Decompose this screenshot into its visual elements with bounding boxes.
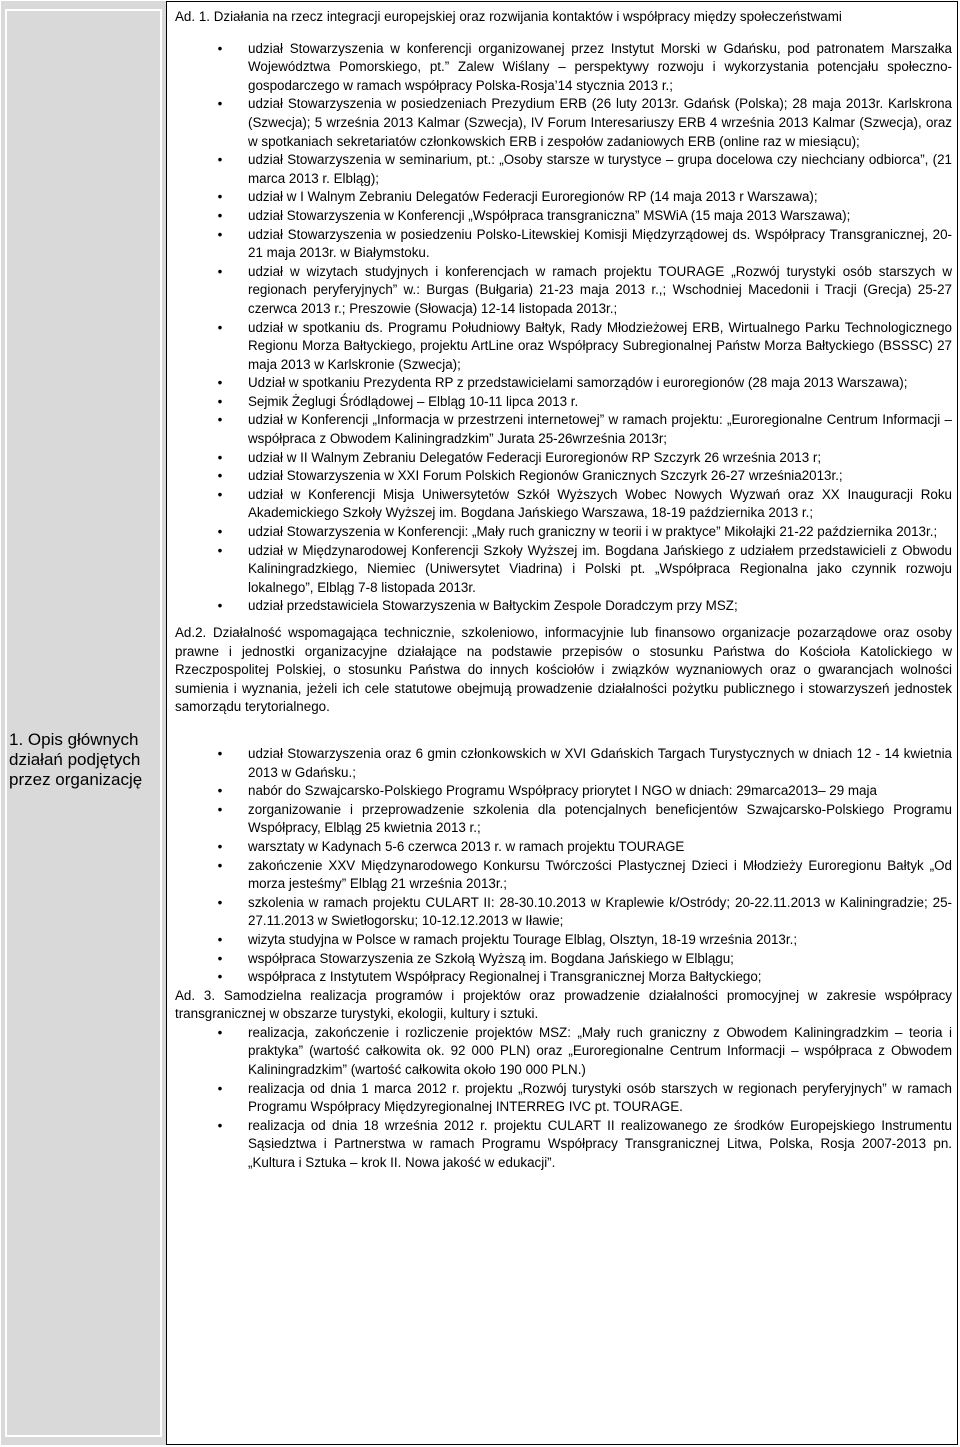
list-item (175, 207, 952, 226)
list-item-text: udział Stowarzyszenia w posiedzeniach Prezydium ERB (26 luty 2013r. Gdańsk (Polska); 28 maja 2013r. Karlskrona (Szwecja); 5 września 2013 Kalmar (Szwecja), IV Forum Interesariuszy ERB 4 września 2013 Kalmar (Szwecja), oraz w spotkaniach sekretariatów członkowskich ERB i zespołów zadaniowych ERB (online raz w miesiącu); (248, 96, 952, 149)
label-cell-border (5, 9, 162, 1437)
section2-heading: Ad.2. Działalność wspomagająca technicznie, szkoleniowo, informacyjnie lub finansowo organizacje pozarządowe oraz osoby prawne i jednostki organizacyjne działające na podstawie przepisów o stosunku Państwa do Kościoła Katolickiego w Rzeczpospolitej Polskiej, o stosunku Państwa do innych kościołów i związków wyznaniowych oraz o gwarancjach wolności sumienia i wyznania, jeżeli ich cele statutowe obejmują prowadzenie działalności pożytku publicznego i stowarzyszeń jednostek samorządu terytorialnego. (175, 625, 952, 715)
list-item-text: udział w spotkaniu ds. Programu Południowy Bałtyk, Rady Młodzieżowej ERB, Wirtualnego Parku Technologicznego Regionu Morza Bałtyckiego, projektu ArtLine oraz Współpracy Subregionalnej Państw Morza Bałtyckiego (BSSSC) 27 maja 2013 w Karlskronie (Szwecja); (248, 319, 952, 372)
bullet-icon: • (217, 857, 223, 873)
list-item (175, 838, 952, 857)
list-item (175, 968, 952, 987)
section2-list (175, 745, 952, 987)
bullet-icon: • (217, 263, 223, 279)
list-item-text: udział Stowarzyszenia w posiedzeniu Polsko-Litewskiej Komisji Międzyrządowej ds. Współpracy Transgranicznej, 20-21 maja 2013r. w Białymstoku. (248, 226, 952, 261)
bullet-icon: • (217, 207, 223, 223)
list-item-text: udział Stowarzyszenia oraz 6 gmin członkowskich w XVI Gdańskich Targach Turystycznych w dniach 12 - 14 kwietnia 2013 w Gdańsku.; (248, 745, 952, 780)
bullet-icon: • (217, 375, 223, 391)
list-item-text: nabór do Szwajcarsko-Polskiego Programu Współpracy priorytet I NGO w dniach: 29marca2013– 29 maja (248, 783, 877, 799)
list-item (175, 411, 952, 448)
bullet-icon: • (217, 801, 223, 817)
list-item (175, 151, 952, 188)
bullet-icon: • (217, 412, 223, 428)
section-label: 1. Opis głównych działań podjętych przez organizację (9, 730, 143, 789)
list-item-text: udział w Konferencji „Informacja w przestrzeni internetowej” w ramach projektu: „Euroregionalne Centrum Informacji –współpraca z Obwodem Kaliningradzkim” Jurata 25-26września 2013r; (248, 412, 952, 447)
bullet-icon: • (217, 1117, 223, 1133)
list-item-text: udział w wizytach studyjnych i konferencjach w ramach projektu TOURAGE „Rozwój turystyki osób starszych w regionach peryferyjnych” w.: Burgas (Bułgaria) 21-23 maja 2013 r.,; Wschodniej Macedonii i Tracji (Grecja) 25-27 czerwca 2013 r.; Preszowie (Słowacja) 12-14 listopada 2013r.; (248, 263, 952, 316)
list-item-text: współpraca Stowarzyszenia ze Szkołą Wyższą im. Bogdana Jańskiego w Elblągu; (248, 950, 734, 966)
bullet-icon: • (217, 783, 223, 799)
list-item-text: zorganizowanie i przeprowadzenie szkolenia dla potencjalnych beneficjentów Szwajcarsko-Polskiego Programu Współpracy, Elbląg 25 kwietnia 2013 r.; (248, 801, 952, 836)
list-item-text: Sejmik Żeglugi Śródlądowej – Elbląg 10-11 lipca 2013 r. (248, 393, 579, 409)
list-item (175, 188, 952, 207)
section3-list (175, 1024, 952, 1173)
bullet-icon: • (217, 931, 223, 947)
list-item (175, 486, 952, 523)
list-item (175, 857, 952, 894)
list-item (175, 523, 952, 542)
list-item (175, 393, 952, 412)
list-item (175, 319, 952, 375)
list-item-text: udział Stowarzyszenia w Konferencji: „Mały ruch graniczny w teorii i w praktyce” Mikołajki 21-22 października 2013r.; (248, 524, 938, 540)
section1-list (175, 40, 952, 616)
list-item-text: wizyta studyjna w Polsce w ramach projektu Tourage Elblag, Olsztyn, 18-19 września 2013r.; (248, 931, 798, 947)
bullet-icon: • (217, 226, 223, 242)
list-item (175, 894, 952, 931)
bullet-icon: • (217, 969, 223, 985)
list-item (175, 542, 952, 598)
list-item (175, 801, 952, 838)
bullet-icon: • (217, 542, 223, 558)
list-item-text: realizacja od dnia 18 września 2012 r. projektu CULART II realizowanego ze środków Europejskiego Instrumentu Sąsiedztwa i Partnerstwa w ramach Programu Współpracy Transgranicznej Litwa, Polska, Rosja 2007-2013 pn. „Kultura i Sztuka – krok II. Nowa jakość w edukacji”. (248, 1117, 952, 1171)
list-item-text: realizacja, zakończenie i rozliczenie projektów MSZ: „Mały ruch graniczny z Obwodem Kaliningradzkim – teoria i praktyka” (wartość całkowita ok. 92 000 PLN) oraz „Euroregionalne Centrum Informacji – współpraca z Obwodem Kaliningradzkim” (wartość całkowita około 190 000 PLN.) (248, 1024, 952, 1078)
list-item (175, 597, 952, 616)
list-item (175, 931, 952, 950)
list-item (175, 467, 952, 486)
bullet-icon: • (217, 1024, 223, 1040)
bullet-icon: • (217, 894, 223, 910)
list-item (175, 745, 952, 782)
list-item-text: udział przedstawiciela Stowarzyszenia w Bałtyckim Zespole Doradczym przy MSZ; (248, 598, 738, 614)
bullet-icon: • (217, 745, 223, 761)
list-item (175, 1024, 952, 1080)
bullet-icon: • (217, 838, 223, 854)
list-item-text: współpraca z Instytutem Współpracy Regionalnej i Transgranicznej Morza Bałtyckiego; (248, 969, 762, 985)
bullet-icon: • (217, 486, 223, 502)
list-item-text: warsztaty w Kadynach 5-6 czerwca 2013 r. w ramach projektu TOURAGE (248, 838, 685, 854)
section3-heading: Ad. 3. Samodzielna realizacja programów i projektów oraz prowadzenie działalności promocyjnej w zakresie współpracy transgranicznej w obszarze turystyki, ekologii, kultury i sztuki. (175, 987, 952, 1022)
bullet-icon: • (217, 40, 223, 56)
content-column (175, 8, 952, 1173)
bullet-icon: • (217, 449, 223, 465)
list-item-text: Udział w spotkaniu Prezydenta RP z przedstawicielami samorządów i euroregionów (28 maja 2013 Warszawa); (248, 375, 908, 391)
list-item (175, 95, 952, 151)
list-item-text: udział Stowarzyszenia w konferencji organizowanej przez Instytut Morski w Gdańsku, pod patronatem Marszałka Województwa Pomorskiego, pt.” Zalew Wiślany – perspektywy rozwoju i wykorzystania potencjału społeczno-gospodarczego w ramach współpracy Polska-Rosja’14 stycznia 2013 r.; (248, 40, 952, 93)
list-item-text: zakończenie XXV Międzynarodowego Konkursu Twórczości Plastycznej Dzieci i Młodzieży Euroregionu Bałtyk „Od morza jesteśmy” Elbląg 21 września 2013r.; (248, 857, 952, 892)
list-item-text: udział w Międzynarodowej Konferencji Szkoły Wyższej im. Bogdana Jańskiego z udziałem przedstawicieli z Obwodu Kaliningradzkiego, Niemiec (Uniwersytet Viadrina) i Polski pt. „Współpraca Regionalna jako czynnik rozwoju lokalnego”, Elbląg 7-8 listopada 2013r. (248, 542, 952, 595)
list-item-text: szkolenia w ramach projektu CULART II: 28-30.10.2013 w Kraplewie k/Ostródy; 20-22.11.2013 w Kaliningradzie; 25-27.11.2013 w Swietłogorsku; 10-12.12.2013 w Iławie; (248, 894, 952, 929)
bullet-icon: • (217, 393, 223, 409)
bullet-icon: • (217, 524, 223, 540)
list-item (175, 1117, 952, 1173)
list-item-text: udział w Konferencji Misja Uniwersytetów Szkół Wyższych Wobec Nowych Wyzwań oraz XX Inauguracji Roku Akademickiego Szkoły Wyższej im. Bogdana Jańskiego Warszawa, 18-19 października 2013 r.; (248, 486, 952, 521)
list-item (175, 40, 952, 96)
bullet-icon: • (217, 189, 223, 205)
bullet-icon: • (217, 152, 223, 168)
section-label-column (1, 1, 167, 1445)
list-item (175, 374, 952, 393)
section1-heading: Ad. 1. Działania na rzecz integracji europejskiej oraz rozwijania kontaktów i współpracy między społeczeństwami (175, 9, 842, 24)
list-item (175, 950, 952, 969)
list-item-text: udział Stowarzyszenia w seminarium, pt.: „Osoby starsze w turystyce – grupa docelowa czy niechciany odbiorca”, (21 marca 2013 r. Elbląg); (248, 152, 952, 186)
bullet-icon: • (217, 950, 223, 966)
bullet-icon: • (217, 96, 223, 112)
bullet-icon: • (217, 598, 223, 614)
bullet-icon: • (217, 468, 223, 484)
spacer (175, 717, 952, 745)
list-item-text: udział w I Walnym Zebraniu Delegatów Federacji Euroregionów RP (14 maja 2013 r Warszawa); (248, 189, 818, 205)
list-item-text: realizacja od dnia 1 marca 2012 r. projektu „Rozwój turystyki osób starszych w regionach peryferyjnych” w ramach Programu Współpracy Międzyregionalnej INTERREG IVC pt. TOURAGE. (248, 1080, 952, 1115)
list-item-text: udział w II Walnym Zebraniu Delegatów Federacji Euroregionów RP Szczyrk 26 września 2013 r; (248, 449, 822, 465)
list-item (175, 449, 952, 468)
bullet-icon: • (217, 1080, 223, 1096)
list-item-text: udział Stowarzyszenia w Konferencji „Współpraca transgraniczna” MSWiA (15 maja 2013 Warszawa); (248, 207, 851, 223)
list-item (175, 226, 952, 263)
list-item (175, 1080, 952, 1117)
list-item-text: udział Stowarzyszenia w XXI Forum Polskich Regionów Granicznych Szczyrk 26-27 września2013r.; (248, 468, 843, 484)
list-item (175, 263, 952, 319)
bullet-icon: • (217, 319, 223, 335)
list-item (175, 782, 952, 801)
